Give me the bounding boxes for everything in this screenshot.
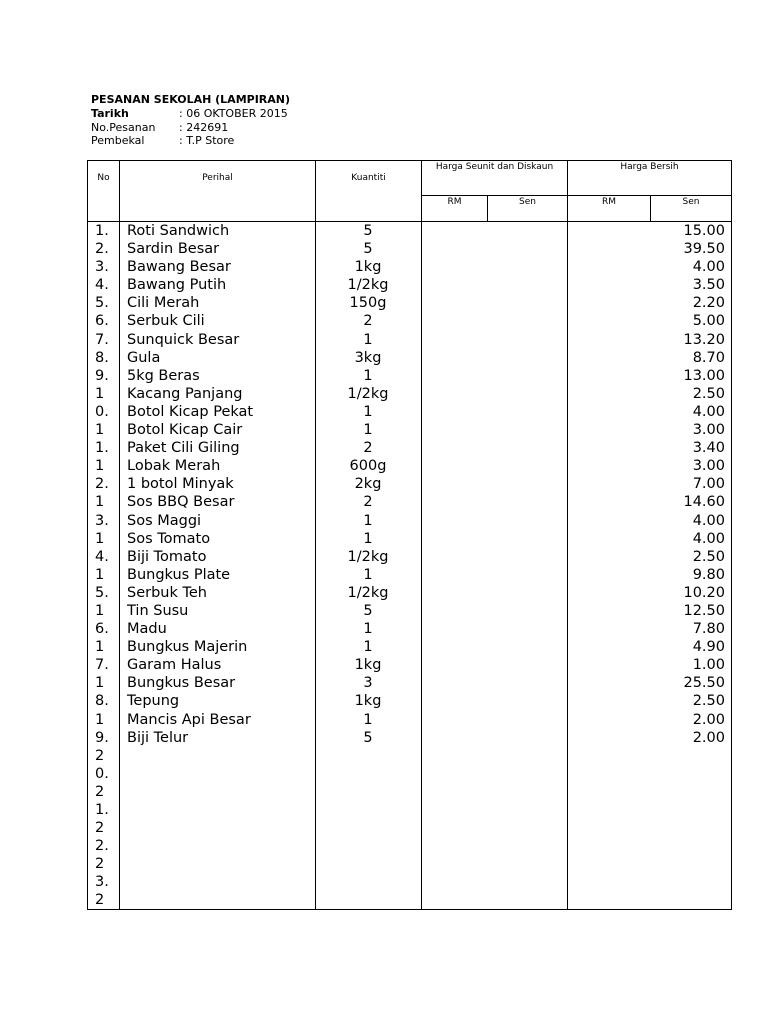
row-number-fragment: 2. (95, 838, 109, 855)
item-kuantiti: 2 (363, 440, 373, 457)
item-perihal: Cili Merah (127, 295, 200, 312)
row-number-fragment: 3. (95, 874, 109, 891)
item-harga-bersih: 4.00 (692, 403, 725, 420)
order-no-value: : 242691 (179, 120, 229, 134)
row-number-fragment: 6. (95, 621, 109, 638)
row-number-fragment: 1 (95, 494, 105, 511)
row-number-fragment: 1. (95, 223, 109, 239)
row-number-fragment: 2 (95, 783, 105, 800)
item-kuantiti: 1 (363, 621, 373, 638)
no-column-divider (119, 160, 120, 910)
row-number-fragment: 1 (95, 422, 105, 439)
item-perihal: Sardin Besar (127, 241, 220, 258)
header-unit-price: Harga Seunit dan Diskaun (435, 162, 554, 172)
row-number-fragment: 9. (95, 729, 109, 746)
header-net-sen: Sen (682, 197, 700, 207)
header-no: No (97, 173, 110, 183)
item-kuantiti: 150g (349, 295, 387, 312)
perihal-column (127, 222, 313, 747)
item-harga-bersih: 7.80 (692, 621, 725, 638)
row-number-fragment: 1 (95, 602, 105, 619)
item-kuantiti: 1kg (354, 259, 382, 276)
item-kuantiti: 1kg (354, 693, 382, 710)
item-perihal: Sos Maggi (127, 512, 202, 529)
item-kuantiti: 1 (363, 639, 373, 656)
item-harga-bersih: 8.70 (692, 349, 725, 366)
item-kuantiti: 1/2kg (347, 385, 389, 402)
item-harga-bersih: 15.00 (683, 223, 725, 239)
item-perihal: 5kg Beras (127, 367, 200, 384)
item-perihal: Serbuk Cili (127, 313, 205, 330)
row-number-fragment: 1. (95, 802, 109, 818)
item-perihal: Bungkus Besar (127, 675, 236, 692)
row-number-fragment: 1 (95, 530, 105, 547)
item-harga-bersih: 2.20 (692, 295, 725, 312)
row-number-fragment: 8. (95, 349, 109, 366)
row-number-fragment: 2 (95, 892, 105, 909)
header-unit-sen: Sen (519, 197, 536, 207)
item-harga-bersih: 3.50 (692, 277, 725, 294)
item-harga-bersih: 4.90 (692, 639, 725, 656)
row-number-fragment: 2 (95, 820, 105, 837)
item-harga-bersih: 3.00 (692, 422, 725, 439)
item-kuantiti: 1/2kg (347, 277, 389, 294)
row-number-fragment: 0. (95, 765, 109, 782)
kuantiti-column-divider (421, 160, 422, 910)
row-number-fragment: 2. (95, 241, 109, 258)
document-title: PESANAN SEKOLAH (LAMPIRAN) (91, 93, 291, 106)
item-kuantiti: 1/2kg (347, 548, 389, 565)
item-perihal: Sunquick Besar (127, 331, 240, 348)
row-number-fragment: 6. (95, 313, 109, 330)
unit-net-divider (567, 160, 568, 910)
row-number-fragment: 1 (95, 566, 105, 583)
row-number-fragment: 2 (95, 747, 105, 764)
item-harga-bersih: 12.50 (683, 602, 725, 619)
item-perihal: Bawang Besar (127, 259, 231, 276)
supplier-label: Pembekal (91, 134, 145, 147)
date-value: : 06 OKTOBER 2015 (179, 107, 288, 120)
item-harga-bersih: 10.20 (683, 584, 725, 601)
header-unit-rm: RM (447, 197, 462, 207)
item-perihal: Sos BBQ Besar (127, 494, 235, 511)
row-number-fragment: 4. (95, 548, 109, 565)
item-perihal: Tin Susu (127, 602, 189, 619)
row-number-fragment: 1 (95, 458, 105, 475)
row-number-fragment: 5. (95, 295, 109, 312)
item-perihal: Kacang Panjang (127, 385, 243, 402)
item-harga-bersih: 2.00 (692, 729, 725, 746)
item-perihal: Lobak Merah (127, 458, 221, 475)
item-harga-bersih: 3.00 (692, 458, 725, 475)
item-harga-bersih: 25.50 (683, 675, 725, 692)
no-column (95, 222, 117, 910)
item-harga-bersih: 14.60 (683, 494, 725, 511)
item-kuantiti: 3kg (354, 349, 382, 366)
item-kuantiti: 1 (363, 711, 373, 728)
item-harga-bersih: 9.80 (692, 566, 725, 583)
item-perihal: Bawang Putih (127, 277, 227, 294)
row-number-fragment: 1. (95, 440, 109, 457)
row-number-fragment: 0. (95, 403, 109, 420)
item-harga-bersih: 2.50 (692, 693, 725, 710)
item-harga-bersih: 39.50 (683, 241, 725, 258)
header-perihal: Perihal (202, 173, 233, 183)
item-kuantiti: 2 (363, 494, 373, 511)
item-kuantiti: 1 (363, 422, 373, 439)
item-kuantiti: 1 (363, 530, 373, 547)
item-perihal: Bungkus Plate (127, 566, 231, 583)
item-harga-bersih: 4.00 (692, 259, 725, 276)
header-net-price: Harga Bersih (620, 162, 679, 172)
item-perihal: Paket Cili Giling (127, 440, 240, 457)
item-kuantiti: 1 (363, 403, 373, 420)
item-kuantiti: 1 (363, 331, 373, 348)
kuantiti-column (317, 222, 419, 747)
item-kuantiti: 5 (363, 602, 373, 619)
row-number-fragment: 7. (95, 331, 109, 348)
row-number-fragment: 1 (95, 711, 105, 728)
item-perihal: Roti Sandwich (127, 223, 230, 239)
row-number-fragment: 7. (95, 657, 109, 674)
row-number-fragment: 8. (95, 693, 109, 710)
item-kuantiti: 5 (363, 223, 373, 239)
item-perihal: Bungkus Majerin (127, 639, 248, 656)
table-bottom-border (87, 909, 731, 910)
item-perihal: 1 botol Minyak (127, 476, 234, 493)
item-perihal: Mancis Api Besar (127, 711, 251, 728)
item-perihal: Garam Halus (127, 657, 222, 674)
row-number-fragment: 2. (95, 476, 109, 493)
row-number-fragment: 1 (95, 639, 105, 656)
table-left-border (87, 160, 88, 910)
item-harga-bersih: 2.00 (692, 711, 725, 728)
item-perihal: Biji Tomato (127, 548, 207, 565)
item-perihal: Gula (127, 349, 161, 366)
item-perihal: Biji Telur (127, 729, 189, 746)
supplier-value: : T.P Store (179, 134, 235, 147)
row-number-fragment: 3. (95, 259, 109, 276)
row-number-fragment: 2 (95, 856, 105, 873)
item-kuantiti: 2 (363, 313, 373, 330)
item-perihal: Sos Tomato (127, 530, 211, 547)
table-top-border (87, 160, 731, 161)
item-perihal: Serbuk Teh (127, 584, 207, 601)
table-right-border (731, 160, 732, 910)
date-label: Tarikh (91, 107, 129, 120)
header-net-rm: RM (601, 197, 617, 207)
item-kuantiti: 1 (363, 367, 373, 384)
item-perihal: Madu (127, 621, 167, 638)
row-number-fragment: 4. (95, 277, 109, 294)
item-harga-bersih: 1.00 (692, 657, 725, 674)
item-kuantiti: 1 (363, 566, 373, 583)
header-kuantiti: Kuantiti (351, 173, 386, 183)
item-harga-bersih: 13.20 (683, 331, 725, 348)
item-kuantiti: 1/2kg (347, 584, 389, 601)
net-price-column (652, 222, 725, 747)
item-perihal: Botol Kicap Cair (127, 422, 243, 439)
header-sub-divider (421, 195, 731, 196)
field-row-date (91, 107, 391, 121)
row-number-fragment: 1 (95, 675, 105, 692)
item-perihal: Tepung (127, 693, 180, 710)
item-kuantiti: 600g (349, 458, 387, 475)
item-harga-bersih: 4.00 (692, 530, 725, 547)
item-kuantiti: 2kg (354, 476, 382, 493)
item-harga-bersih: 3.40 (692, 440, 725, 457)
field-row-supplier (91, 134, 391, 148)
item-harga-bersih: 2.50 (692, 385, 725, 402)
item-kuantiti: 1kg (354, 657, 382, 674)
item-harga-bersih: 2.50 (692, 548, 725, 565)
item-harga-bersih: 4.00 (692, 512, 725, 529)
row-number-fragment: 1 (95, 385, 105, 402)
item-kuantiti: 5 (363, 729, 373, 746)
row-number-fragment: 5. (95, 584, 109, 601)
item-perihal: Botol Kicap Pekat (127, 403, 254, 420)
order-no-label: No.Pesanan (91, 120, 156, 134)
item-kuantiti: 3 (363, 675, 373, 692)
perihal-column-divider (315, 160, 316, 910)
item-harga-bersih: 13.00 (683, 367, 725, 384)
field-row-order-no (91, 121, 391, 135)
item-kuantiti: 5 (363, 241, 373, 258)
row-number-fragment: 9. (95, 367, 109, 384)
document-header (91, 93, 391, 148)
item-harga-bersih: 7.00 (692, 476, 725, 493)
item-harga-bersih: 5.00 (692, 313, 725, 330)
row-number-fragment: 3. (95, 512, 109, 529)
item-kuantiti: 1 (363, 512, 373, 529)
